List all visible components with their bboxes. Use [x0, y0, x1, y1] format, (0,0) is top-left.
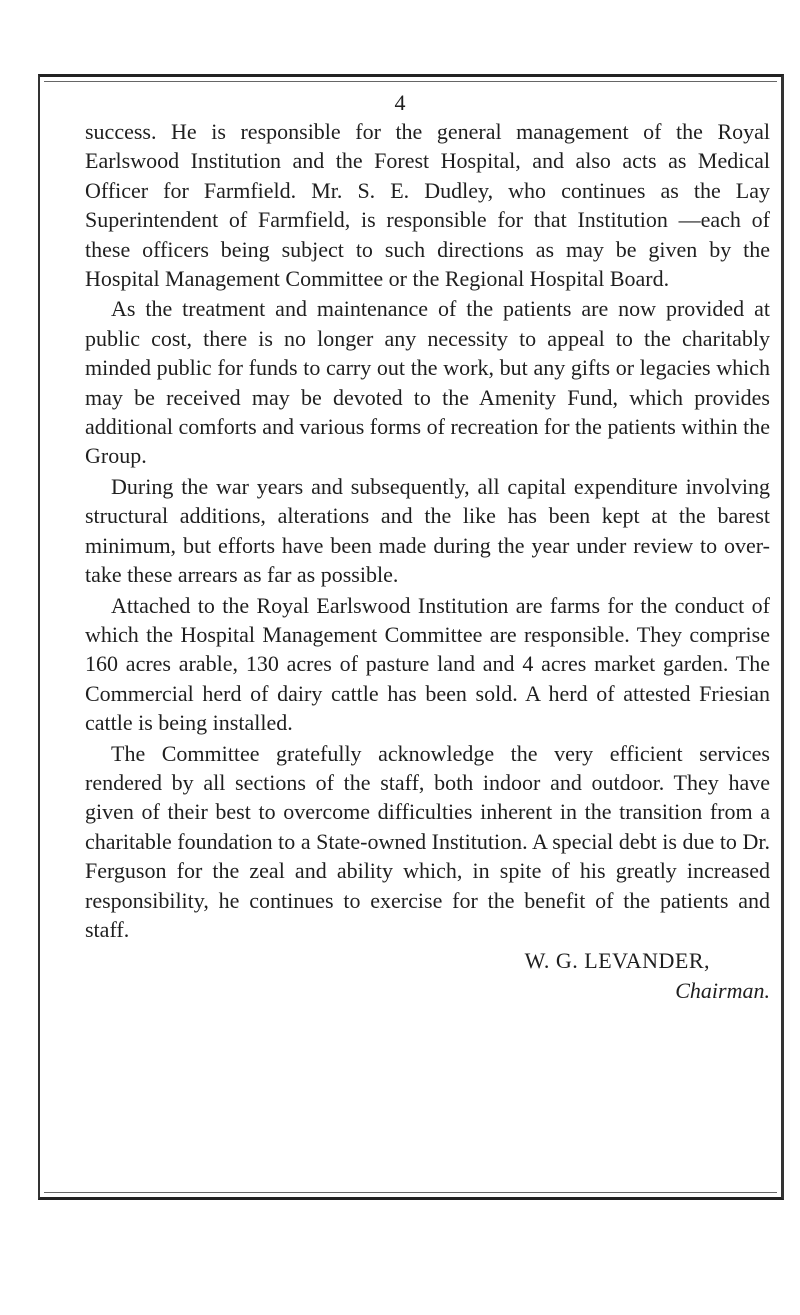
- paragraph-1: success. He is responsible for the general management of the Royal Earlswood Institution and the Forest Hospital, and also acts as Medical Officer for Farmfield. Mr. S. E. Dudley, who continues as the Lay Superintendent of Farmfield, is responsible for that Institution —each of these officers being subject to such directions as may be given by the Hospital Management Committee or the Regional Hospital Board.: [85, 119, 770, 292]
- paragraph-4: Attached to the Royal Earlswood Institution are farms for the conduct of which the Hospital Management Committee are responsible. They comprise 160 acres arable, 130 acres of pasture land and 4 acres market garden. The Commercial herd of dairy cattle has been sold. A herd of attested Friesian cattle is being installed.: [85, 592, 770, 736]
- paragraph-3: During the war years and subsequently, all capital expenditure involving structural additions, alterations and the like has been kept at the barest minimum, but efforts have been made during the year under review to over-take these arrears as far as possible.: [85, 473, 770, 588]
- paragraph-2: As the treatment and maintenance of the patients are now provided at public cost, there is no longer any necessity to appeal to the charitably minded public for funds to carry out the work, but any gifts or legacies which may be received may be devoted to the Amenity Fund, which provides additional comforts and various forms of recreation for the patients within the Group.: [85, 296, 770, 469]
- signature-name: W. G. LEVANDER,: [524, 948, 710, 974]
- paragraph-5: The Committee gratefully acknowledge the very efficient services rendered by all sections of the staff, both indoor and outdoor. They have given of their best to overcome difficulties inherent in the transition from a charitable foundation to a State-owned Institution. A special debt is due to Dr. Ferguson for the zeal and ability which, in spite of his greatly increased responsibility, he continues to exercise for the benefit of the patients and staff.: [85, 740, 770, 942]
- page-number: 4: [394, 90, 406, 115]
- signature-title: Chairman.: [675, 977, 770, 1003]
- body-text: [85, 117, 770, 1005]
